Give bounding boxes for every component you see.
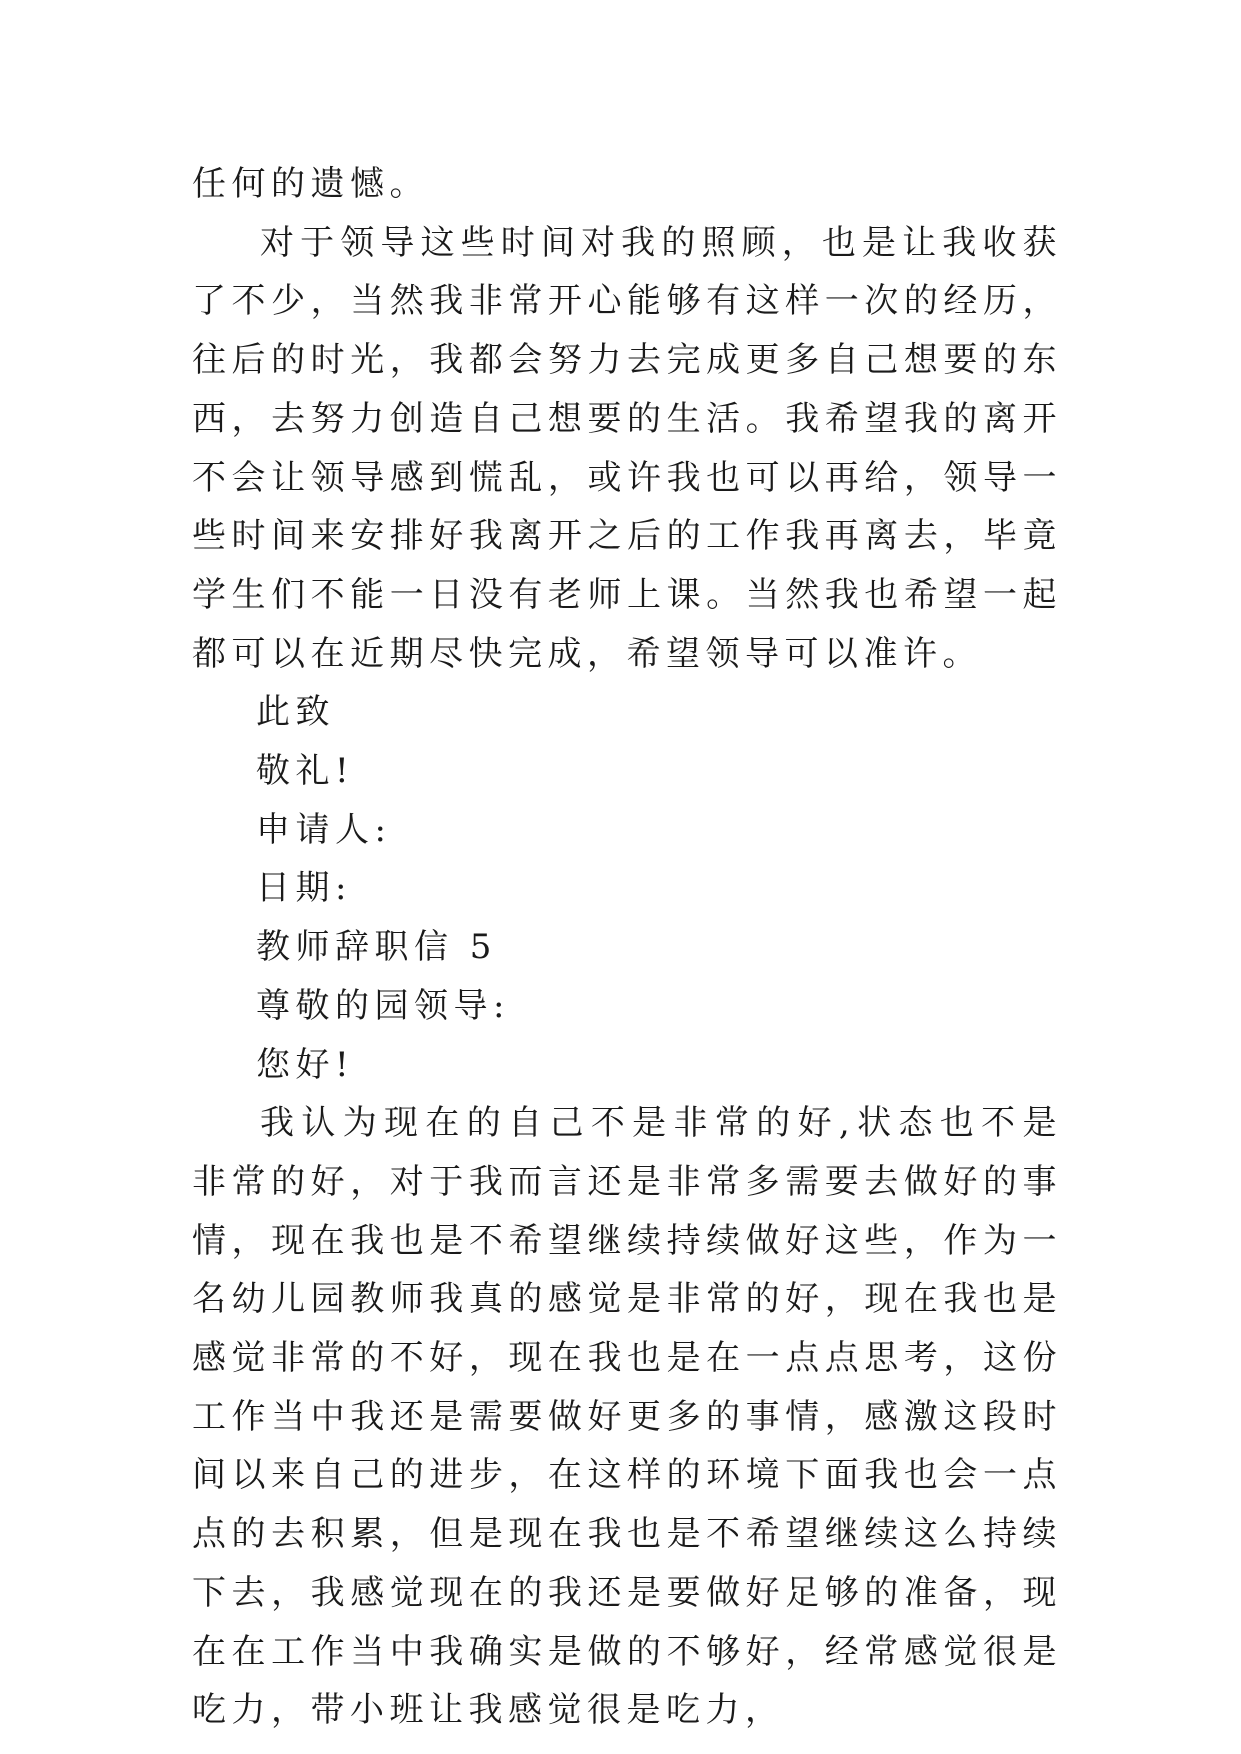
paragraph-leader-thanks: 对于领导这些时间对我的照顾，也是让我收获了不少，当然我非常开心能够有这样一次的经历，往后的时光，我都会努力去完成更多自己想要的东西，去努力创造自己想要的生活。我希望我的离开不会让领导感到慌乱，或许我也可以再给，领导一些时间来安排好我离开之后的工作我再离去，毕竟学生们不能一日没有老师上课。当然我也希望一起都可以在近期尽快完成，希望领导可以准许。 bbox=[192, 222, 1062, 674]
document-body bbox=[192, 155, 1062, 1740]
section-title: 教师辞职信 5 bbox=[256, 927, 497, 968]
letter-hello: 您好! bbox=[256, 1044, 355, 1085]
applicant-label: 申请人: bbox=[256, 809, 392, 850]
date-label: 日期: bbox=[256, 868, 352, 909]
paragraph-continuation: 任何的遗憾。 bbox=[192, 164, 429, 204]
closing-salutation: 此致 bbox=[256, 692, 335, 733]
closing-regards: 敬礼! bbox=[256, 751, 355, 792]
letter-greeting: 尊敬的园领导: bbox=[256, 985, 510, 1026]
paragraph-body: 我认为现在的自己不是非常的好,状态也不是非常的好，对于我而言还是非常多需要去做好的事情，现在我也是不希望继续持续做好这些，作为一名幼儿园教师我真的感觉是非常的好，现在我也是感觉非常的不好，现在我也是在一点点思考，这份工作当中我还是需要做好更多的事情，感激这段时间以来自己的进步，在这样的环境下面我也会一点点的去积累，但是现在我也是不希望继续这么持续下去，我感觉现在的我还是要做好足够的准备，现在在工作当中我确实是做的不够好，经常感觉很是吃力，带小班让我感觉很是吃力， bbox=[192, 1103, 1062, 1731]
